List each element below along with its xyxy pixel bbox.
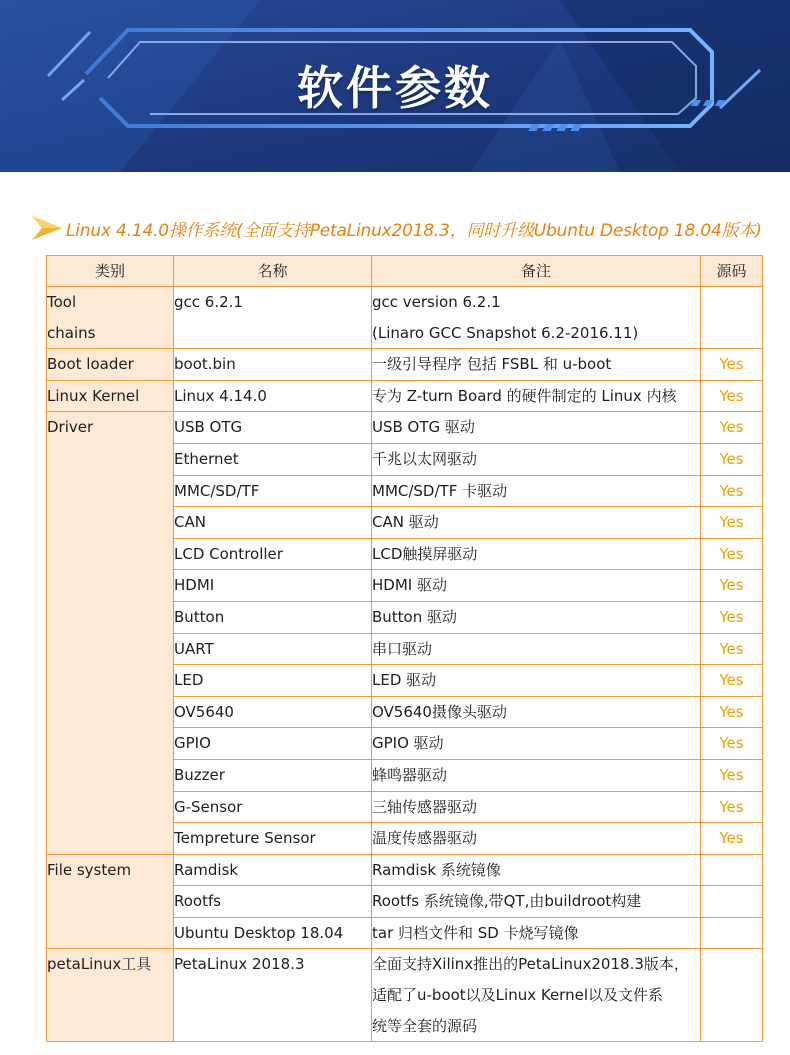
header-source: 源码 xyxy=(701,256,763,287)
category-cell xyxy=(47,287,174,349)
header-category: 类别 xyxy=(47,256,174,287)
table-header-row xyxy=(47,256,763,287)
category-line: Tool xyxy=(47,293,77,311)
note-cell: USB OTG 驱动 xyxy=(372,412,701,444)
page-title: 软件参数 xyxy=(297,61,493,115)
source-cell: Yes xyxy=(701,475,763,507)
source-cell: Yes xyxy=(701,349,763,381)
category-cell: Linux Kernel xyxy=(47,380,174,412)
source-cell: Yes xyxy=(701,507,763,539)
software-spec-table xyxy=(46,255,763,1042)
table-row xyxy=(47,380,763,412)
note-cell: 温度传感器驱动 xyxy=(372,823,701,855)
note-cell: OV5640摄像头驱动 xyxy=(372,696,701,728)
name-cell: Buzzer xyxy=(174,759,372,791)
note-line: gcc version 6.2.1 xyxy=(372,293,501,311)
table-row xyxy=(47,854,763,886)
note-cell: 千兆以太网驱动 xyxy=(372,443,701,475)
note-cell: tar 归档文件和 SD 卡烧写镜像 xyxy=(372,917,701,949)
name-cell: MMC/SD/TF xyxy=(174,475,372,507)
name-cell: Button xyxy=(174,601,372,633)
category-cell: File system xyxy=(47,854,174,949)
note-line: 统等全套的源码 xyxy=(372,1016,478,1035)
source-cell: Yes xyxy=(701,633,763,665)
source-cell xyxy=(701,886,763,918)
header-note: 备注 xyxy=(372,256,701,287)
note-cell: 蜂鸣器驱动 xyxy=(372,759,701,791)
source-cell: Yes xyxy=(701,601,763,633)
name-cell: LCD Controller xyxy=(174,538,372,570)
note-cell: 专为 Z-turn Board 的硬件制定的 Linux 内核 xyxy=(372,380,701,412)
header-banner xyxy=(0,0,790,172)
note-cell: MMC/SD/TF 卡驱动 xyxy=(372,475,701,507)
name-cell: Ethernet xyxy=(174,443,372,475)
note-cell: Ramdisk 系统镜像 xyxy=(372,854,701,886)
source-cell: Yes xyxy=(701,570,763,602)
note-cell: Rootfs 系统镜像,带QT,由buildroot构建 xyxy=(372,886,701,918)
note-cell: GPIO 驱动 xyxy=(372,728,701,760)
note-cell: CAN 驱动 xyxy=(372,507,701,539)
name-cell: gcc 6.2.1 xyxy=(174,287,372,349)
source-cell: Yes xyxy=(701,412,763,444)
note-cell: Button 驱动 xyxy=(372,601,701,633)
name-cell: USB OTG xyxy=(174,412,372,444)
note-cell xyxy=(372,287,701,349)
note-line: 适配了u-boot以及Linux Kernel以及文件系 xyxy=(372,986,663,1005)
table-row xyxy=(47,949,763,1042)
source-cell: Yes xyxy=(701,728,763,760)
name-cell: HDMI xyxy=(174,570,372,602)
source-cell: Yes xyxy=(701,759,763,791)
source-cell: Yes xyxy=(701,791,763,823)
name-cell: Rootfs xyxy=(174,886,372,918)
source-cell: Yes xyxy=(701,665,763,697)
note-cell xyxy=(372,949,701,1042)
source-cell xyxy=(701,287,763,349)
name-cell: GPIO xyxy=(174,728,372,760)
note-line: (Linaro GCC Snapshot 6.2-2016.11) xyxy=(372,323,639,342)
category-cell: Boot loader xyxy=(47,349,174,381)
name-cell: PetaLinux 2018.3 xyxy=(174,949,372,1042)
name-cell: Ramdisk xyxy=(174,854,372,886)
subtitle-text: Linux 4.14.0操作系统(全面支持PetaLinux2018.3，同时升级Ubuntu Desktop 18.04版本) xyxy=(66,220,762,241)
source-cell xyxy=(701,949,763,1042)
category-cell: petaLinux工具 xyxy=(47,949,174,1042)
header-name: 名称 xyxy=(174,256,372,287)
source-cell: Yes xyxy=(701,380,763,412)
source-cell: Yes xyxy=(701,823,763,855)
category-cell: Driver xyxy=(47,412,174,854)
note-line: 全面支持Xilinx推出的PetaLinux2018.3版本， xyxy=(372,955,689,974)
source-cell: Yes xyxy=(701,443,763,475)
name-cell: CAN xyxy=(174,507,372,539)
name-cell: boot.bin xyxy=(174,349,372,381)
name-cell: UART xyxy=(174,633,372,665)
name-cell: Ubuntu Desktop 18.04 xyxy=(174,917,372,949)
note-cell: 串口驱动 xyxy=(372,633,701,665)
source-cell: Yes xyxy=(701,696,763,728)
note-cell: LCD触摸屏驱动 xyxy=(372,538,701,570)
name-cell: Linux 4.14.0 xyxy=(174,380,372,412)
table-row xyxy=(47,412,763,444)
arrow-icon xyxy=(30,214,64,242)
source-cell xyxy=(701,917,763,949)
note-cell: LED 驱动 xyxy=(372,665,701,697)
name-cell: LED xyxy=(174,665,372,697)
name-cell: G-Sensor xyxy=(174,791,372,823)
name-cell: OV5640 xyxy=(174,696,372,728)
name-cell: Tempreture Sensor xyxy=(174,823,372,855)
source-cell xyxy=(701,854,763,886)
source-cell: Yes xyxy=(701,538,763,570)
note-cell: 三轴传感器驱动 xyxy=(372,791,701,823)
note-cell: 一级引导程序 包括 FSBL 和 u-boot xyxy=(372,349,701,381)
section-subtitle xyxy=(30,212,780,244)
table-row xyxy=(47,287,763,349)
note-cell: HDMI 驱动 xyxy=(372,570,701,602)
category-line: chains xyxy=(47,323,96,342)
table-row xyxy=(47,349,763,381)
